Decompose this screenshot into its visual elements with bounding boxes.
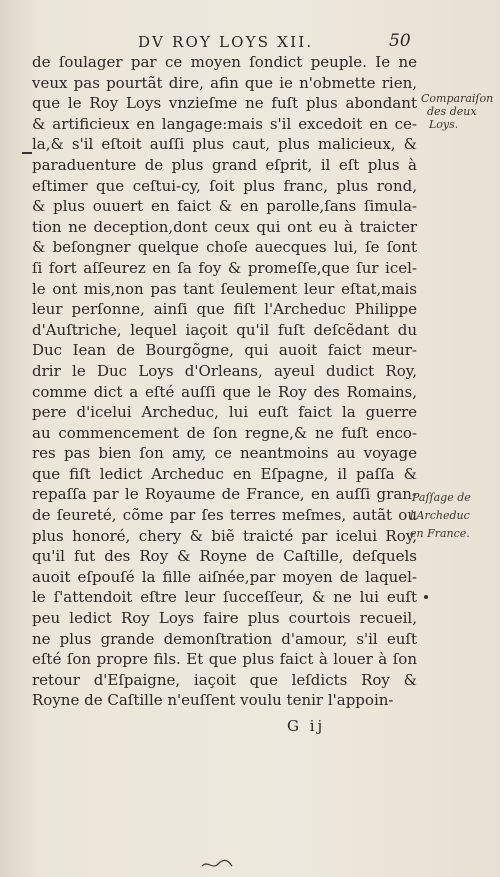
text-line: auoit eſpouſé la fille aiſnée,par moyen de laquel- [32,567,417,586]
margin-note-line: en France. [410,527,470,540]
text-line: de ſoulager par ce moyen ſondict peuple. Ie ne [32,53,417,71]
text-line: eſté ſon propre fils. Et que plus faict à louer à ſon [32,650,417,669]
margin-note-line: Paſſage de [412,491,471,504]
margin-note-line: Comparaiſon [421,92,494,105]
text-line: peu ledict Roy Loys faire plus courtois recueil, [32,609,417,628]
margin-dash-mark [22,152,32,154]
margin-note-line: l'Archeduc [410,509,470,522]
margin-note-line: Loys. [429,118,459,131]
text-line: veux pas pourtãt dire, afin que ie n'obmette rien, [32,73,417,92]
text-line: comme dict a eſté auſſi que le Roy des Romains, [32,382,417,401]
text-line: Royne de Caſtille n'euſſent voulu tenir l'appoin- [32,691,394,710]
margin-note-comparaison [421,92,493,131]
text-line: tion ne deception,dont ceux qui ont eu à traicter [32,217,417,236]
ornament-icon [200,858,234,870]
text-line: & artificieux en langage:mais s'il excedoit en ce- [32,114,417,133]
text-line: le ont mis,non pas tant ſeulement leur eſtat,mais [32,279,417,298]
text-line: ne plus grande demonſtration d'amour, s'il euſt [32,629,417,648]
text-line: la,& s'il eſtoit auſſi plus caut, plus malicieux, & [32,135,417,154]
text-line: & plus ouuert en faict & en parolle,ſans ſimula- [32,197,417,216]
margin-note-line: des deux [427,105,477,118]
text-line: eſtimer que ceſtui-cy, ſoit plus franc, plus rond, [32,176,417,195]
margin-dot-mark [424,595,428,599]
text-line: pere d'icelui Archeduc, lui euſt faict la guerre [32,403,417,422]
text-line: res pas bien ſon amy, ce neantmoins au voyage [32,444,417,463]
text-line: qu'il fut des Roy & Royne de Caſtille, deſquels [32,547,417,566]
text-line: retour d'Eſpaigne, iaçoit que leſdicts Roy & [32,670,417,689]
folio-number: 50 [389,31,411,51]
text-line: d'Auſtriche, lequel iaçoit qu'il fuſt deſcẽdant du [32,320,417,339]
text-line: plus honoré, chery & biẽ traicté par icelui Roy, [32,526,417,545]
text-line: le ſ'attendoit eſtre leur ſucceſſeur, & ne lui euſt [32,588,417,607]
text-line: leur perſonne, ainſi que fiſt l'Archeduc Philippe [32,300,417,319]
signature-mark: G ij [287,717,326,735]
text-line: & beſongner quelque choſe auecques lui, ſe ſont [32,238,417,257]
text-line: paraduenture de plus grand eſprit, il eſt plus à [32,155,417,174]
text-line: que le Roy Loys vnzieſme ne fuſt plus abondant [32,94,417,113]
margin-note-passage [410,491,471,540]
text-line: Duc Iean de Bourgõgne, qui auoit faict meur- [32,341,417,360]
text-line: que fiſt ledict Archeduc en Eſpagne, il paſſa & [32,464,417,483]
text-line: au commencement de ſon regne,& ne fuſt enco- [32,423,417,442]
running-head: DV ROY LOYS XII. [138,33,314,51]
text-line: drir le Duc Loys d'Orleans, ayeul dudict Roy, [32,361,417,380]
text-line: ſi fort aſſeurez en ſa foy & promeſſe,que ſur icel- [32,258,417,277]
text-line: repaſſa par le Royaume de France, en auſſi gran- [32,485,417,504]
text-line: de ſeureté, cõme par ſes terres meſmes, autãt ou [32,506,417,525]
